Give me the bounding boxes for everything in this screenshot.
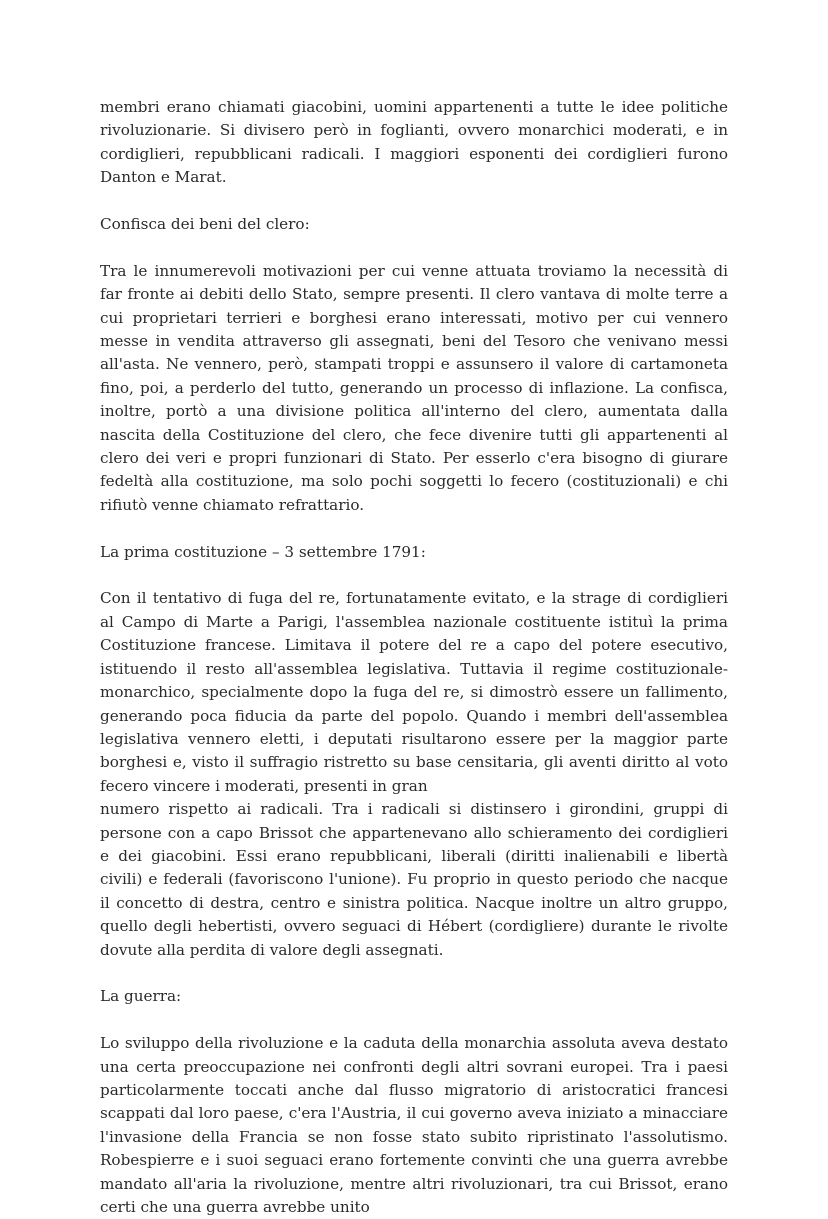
- spacer: [100, 564, 728, 587]
- spacer: [100, 236, 728, 259]
- intro-paragraph: membri erano chiamati giacobini, uomini appartenenti a tutte le idee politiche rivoluzionarie. Si divisero però in foglianti, ovvero monarchici moderati, e in cordiglieri, repubblicani radicali. I maggiori esponenti dei cordiglieri furono Danton e Marat.: [100, 98, 728, 187]
- document-page: [100, 96, 728, 1219]
- spacer: [100, 1009, 728, 1032]
- paragraph-guerra: Lo sviluppo della rivoluzione e la caduta della monarchia assoluta aveva destato una certa preoccupazione nei confronti degli altri sovrani europei. Tra i paesi particolarmente toccati anche dal flusso migratorio di aristocratici francesi scappati dal loro paese, c'era l'Austria, il cui governo aveva iniziato a minacciare l'invasione della Francia se non fosse stato subito ripristinato l'assolutismo. Robespierre e i suoi seguaci erano fortemente convinti che una guerra avrebbe mandato all'aria la rivoluzione, mentre altri rivoluzionari, tra cui Brissot, erano certi che una guerra avrebbe unito: [100, 1034, 728, 1216]
- section-heading-costituzione: La prima costituzione – 3 settembre 1791:: [100, 542, 426, 561]
- paragraph-costituzione-part2: numero rispetto ai radicali. Tra i radicali si distinsero i girondini, gruppi di persone con a capo Brissot che appartenevano allo schieramento dei cordiglieri e dei giacobini. Essi erano repubblicani, liberali (diritti inalienabili e libertà civili) e federali (favoriscono l'unione). Fu proprio in questo periodo che nacque il concetto di destra, centro e sinistra politica. Nacque inoltre un altro gruppo, quello degli hebertisti, ovvero seguaci di Hébert (cordigliere) durante le rivolte dovute alla perdita di valore degli assegnati.: [100, 800, 728, 959]
- spacer: [100, 962, 728, 985]
- spacer: [100, 517, 728, 540]
- section-heading-confisca: Confisca dei beni del clero:: [100, 215, 310, 234]
- spacer: [100, 190, 728, 213]
- paragraph-confisca: Tra le innumerevoli motivazioni per cui venne attuata troviamo la necessità di far fronte ai debiti dello Stato, sempre presenti. Il clero vantava di molte terre a cui proprietari terrieri e borghesi erano interessati, motivo per cui vennero messe in vendita attraverso gli assegnati, beni del Tesoro che venivano messi all'asta. Ne vennero, però, stampati troppi e assunsero il valore di cartamoneta fino, poi, a perderlo del tutto, generando un processo di inflazione. La confisca, inoltre, portò a una divisione politica all'interno del clero, aumentata dalla nascita della Costituzione del clero, che fece divenire tutti gli appartenenti al clero dei veri e propri funzionari di Stato. Per esserlo c'era bisogno di giurare fedeltà alla costituzione, ma solo pochi soggetti lo fecero (costituzionali) e chi rifiutò venne chiamato refrattario.: [100, 261, 728, 514]
- paragraph-costituzione-part1: Con il tentativo di fuga del re, fortunatamente evitato, e la strage di cordiglieri al Campo di Marte a Parigi, l'assemblea nazionale costituente istituì la prima Costituzione francese. Limitava il potere del re a capo del potere esecutivo, istituendo il resto all'assemblea legislativa. Tuttavia il regime costituzionale-monarchico, specialmente dopo la fuga del re, si dimostrò essere un fallimento, generando poca fiducia da parte del popolo. Quando i membri dell'assemblea legislativa vennero eletti, i deputati risultarono essere per la maggior parte borghesi e, visto il suffragio ristretto su base censitaria, gli aventi diritto al voto fecero vincere i moderati, presenti in gran: [100, 589, 728, 795]
- section-heading-guerra: La guerra:: [100, 987, 182, 1006]
